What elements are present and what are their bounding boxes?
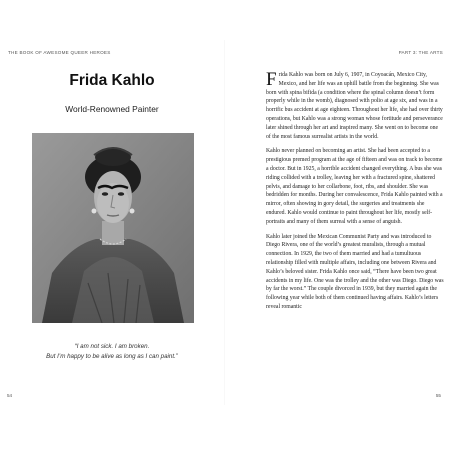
paragraph-1-text: rida Kahlo was born on July 6, 1907, in Coyoacán, Mexico City, Mexico, and her life was an uphill battle from the beginning. She was born with spina bifida (a condition where the spinal column doesn’t form properly while in the womb), diagnosed with polio at age six, and was in a horrific bus accident at age eighteen. Throughout her life, she had over thirty operations, but Kahlo was a strong woman whose fortitude and perseverance later shined through her art and inspired many. She went on to become one of the most famous surrealist artists in the world. [266, 72, 443, 140]
quote-line-1: “I am not sick. I am broken. [74, 343, 150, 350]
left-page [0, 0, 224, 449]
portrait-illustration [32, 133, 194, 323]
body-paragraph-3: Kahlo later joined the Mexican Communist Party and was introduced to Diego Rivera, one of the world’s greatest muralists, through a mutual connection. In 1929, the two of them married and had a tumultuous relationship filled with multiple affairs, including one between Rivera and Kahlo’s beloved sister. Frida Kahlo once said, “There have been two great accidents in my life. One was the trolley and the other was Diego. Diego was by far the worst.” The couple divorced in 1939, but they married again the following year while both of them continued having affairs. Kahlo’s letters reveal romantic [266, 233, 444, 310]
portrait-photo [32, 133, 194, 323]
drop-cap-letter: F [266, 69, 277, 90]
page-number-left: 54 [7, 393, 13, 398]
hero-name-heading: Frida Kahlo [69, 72, 155, 89]
hero-quote [0, 342, 224, 362]
body-paragraph-1 [266, 71, 444, 141]
quote-line-2: But I’m happy to be alive as long as I can paint.” [46, 353, 178, 360]
running-head-section: PART 3: THE ARTS [398, 50, 443, 55]
body-paragraph-2: Kahlo never planned on becoming an artist. She had been accepted to a prestigious premed program at the age of fifteen and was on track to become a doctor. But in 1925, a horrible accident changed everything. A bus she was riding collided with a trolley, leaving her with a fractured spine, shattered pelvis, and damage to her collarbone, foot, ribs, and shoulder. She was bedridden for months. During her convalescence, Frida Kahlo painted with a mirror, often showing in gory detail, the surgeries and treatments she endured. Kahlo would continue to paint throughout her life, mostly self-portraits and many of them surreal with a sense of anguish. [266, 148, 443, 225]
page-number-right: 55 [435, 393, 441, 398]
book-gutter [224, 40, 225, 405]
hero-role-subtitle: World-Renowned Painter [65, 104, 159, 114]
running-head-book-title: THE BOOK OF AWESOME QUEER HEROES [8, 50, 111, 55]
right-page-body [266, 71, 444, 318]
